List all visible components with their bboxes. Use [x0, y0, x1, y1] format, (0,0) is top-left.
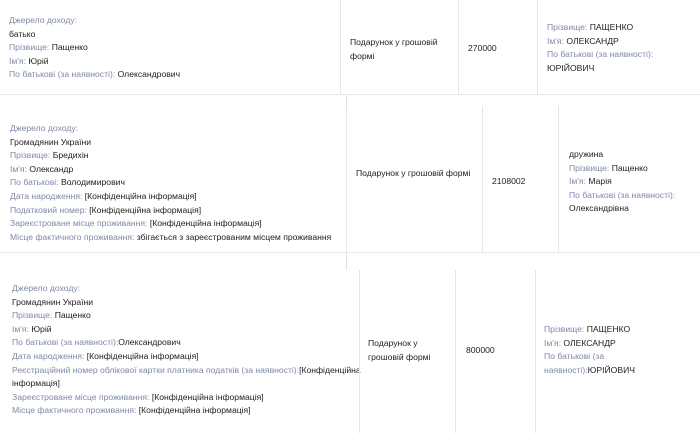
birth-date-value: [Конфіденційна інформація] [86, 350, 199, 361]
row-divider-tick [346, 94, 347, 106]
actual-residence-label: Місце фактичного проживання: [12, 405, 137, 416]
patronymic-value: Володимирович [60, 177, 125, 188]
income-source-cell [0, 0, 340, 94]
recipient-patronymic-value: Олександрівна [569, 203, 629, 214]
recipient-name-value: ОЛЕКСАНДР [563, 337, 616, 348]
patronymic-label: По батькові: [10, 177, 59, 188]
tax-number-value: [Конфіденційна інформація] [89, 204, 202, 215]
income-type-cell [340, 0, 458, 94]
registered-residence-label: Зареєстроване місце проживання: [12, 391, 150, 402]
recipient-name-label: Ім'я: [547, 35, 564, 46]
income-source-cell [0, 106, 346, 252]
amount-cell [458, 0, 537, 94]
registry-number-value-continued: інформація] [12, 378, 60, 389]
row-divider-tick [346, 252, 347, 270]
actual-residence-label: Місце фактичного проживання: [10, 231, 135, 242]
surname-label: Прізвище: [9, 42, 50, 53]
amount-cell [482, 106, 558, 252]
recipient-patronymic-label: По батькові (за наявності): [569, 189, 676, 200]
recipient-cell [535, 270, 700, 433]
registered-residence-label: Зареєстроване місце проживання: [10, 218, 148, 229]
amount-value: 800000 [466, 345, 495, 355]
registry-number-label: Реєстраційний номер облікової картки платника податків (за наявності): [12, 364, 300, 375]
recipient-surname-label: Прізвище: [544, 324, 585, 334]
recipient-name-value: ОЛЕКСАНДР [566, 35, 619, 46]
registry-number-value: [Конфіденційна [299, 364, 361, 375]
recipient-patronymic-label: По батькові (за [544, 351, 605, 362]
recipient-cell [537, 0, 700, 94]
birth-date-label: Дата народження: [10, 190, 83, 201]
income-source-label: Джерело доходу: [10, 123, 79, 133]
income-type-value: Подарунок у грошовій формі [350, 37, 438, 61]
recipient-name-label: Ім'я: [544, 337, 561, 348]
income-type-value: Подарунок у грошовій формі [368, 338, 431, 362]
surname-value: Пащенко [54, 310, 91, 321]
income-source-label: Джерело доходу: [9, 15, 78, 25]
recipient-surname-value: ПАЩЕНКО [589, 22, 634, 32]
income-type-value: Подарунок у грошовій формі [356, 168, 471, 178]
patronymic-label: По батькові (за наявності): [9, 69, 116, 80]
amount-cell [455, 270, 535, 433]
surname-value: Пащенко [51, 42, 88, 53]
surname-label: Прізвище: [12, 310, 53, 321]
patronymic-value: Олександрович [117, 69, 181, 80]
tax-number-label: Податковий номер: [10, 204, 87, 215]
registered-residence-value: [Конфіденційна інформація] [149, 218, 262, 229]
recipient-patronymic-value: ЮРІЙОВИЧ [547, 62, 595, 73]
recipient-relation-value: дружина [569, 149, 604, 159]
name-value: Олександр [29, 163, 74, 174]
name-value: Юрій [31, 323, 52, 334]
registered-residence-value: [Конфіденційна інформація] [151, 391, 264, 402]
name-label: Ім'я: [9, 55, 26, 66]
recipient-surname-label: Прізвище: [569, 162, 610, 173]
actual-residence-value: збігається з зареєстрованим місцем проживання [136, 231, 332, 242]
patronymic-label: По батькові (за наявності): [12, 337, 119, 348]
income-source-value: Громадянин України [10, 136, 92, 147]
recipient-patronymic-label-continued: наявності): [544, 364, 588, 375]
recipient-cell [558, 106, 700, 252]
recipient-patronymic-value: ЮРІЙОВИЧ [587, 364, 635, 375]
recipient-name-value: Марія [588, 176, 612, 187]
income-type-cell [359, 270, 455, 433]
recipient-surname-value: Пащенко [611, 162, 648, 173]
income-row-2 [0, 106, 700, 252]
row-divider [0, 94, 700, 95]
birth-date-value: [Конфіденційна інформація] [84, 190, 197, 201]
income-source-cell [0, 270, 359, 433]
row-divider [0, 252, 700, 253]
income-type-cell [346, 106, 482, 252]
name-label: Ім'я: [10, 163, 27, 174]
recipient-surname-value: ПАЩЕНКО [586, 324, 631, 334]
patronymic-value: Олександрович [118, 337, 181, 348]
name-value: Юрій [28, 55, 49, 66]
income-source-label: Джерело доходу: [12, 283, 81, 293]
surname-label: Прізвище: [10, 150, 51, 161]
income-source-value: батько [9, 28, 36, 39]
recipient-name-label: Ім'я: [569, 176, 586, 187]
birth-date-label: Дата народження: [12, 350, 85, 361]
amount-value: 270000 [468, 43, 497, 53]
income-row-1 [0, 0, 700, 94]
recipient-surname-label: Прізвище: [547, 22, 588, 32]
income-row-3 [0, 270, 700, 433]
surname-value: Бредихін [52, 150, 89, 161]
name-label: Ім'я: [12, 323, 29, 334]
recipient-patronymic-label: По батькові (за наявності): [547, 49, 654, 60]
income-source-value: Громадянин України [12, 296, 94, 307]
amount-value: 2108002 [492, 176, 526, 186]
actual-residence-value: [Конфіденційна інформація] [138, 405, 251, 416]
